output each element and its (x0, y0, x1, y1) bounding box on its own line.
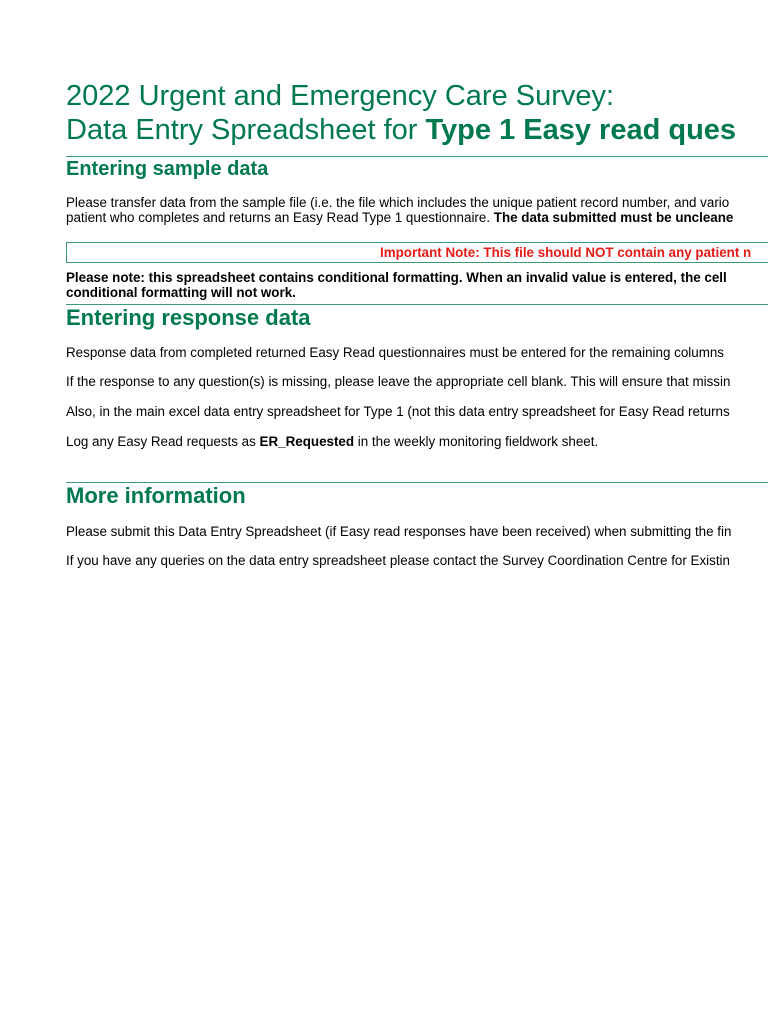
response-para-4-prefix: Log any Easy Read requests as (66, 434, 260, 449)
title-line-1: 2022 Urgent and Emergency Care Survey: (66, 80, 615, 112)
response-para-4 (66, 434, 598, 449)
er-requested-label: ER_Requested (259, 434, 355, 449)
heading-entering-response-data: Entering response data (66, 305, 311, 330)
important-note-box (66, 242, 768, 263)
sample-para-line-2-prefix: patient who completes and returns an Easy Read Type 1 questionnaire. (66, 210, 494, 225)
conditional-note-line-1: Please note: this spreadsheet contains conditional formatting. When an invalid value is entered, the cell (66, 270, 727, 285)
title-line-2-prefix: Data Entry Spreadsheet for (66, 114, 426, 146)
sample-paragraph (66, 195, 733, 225)
heading-more-information: More information (66, 483, 246, 508)
more-info-para-1: Please submit this Data Entry Spreadsheet (if Easy read responses have been received) when submitting the fin (66, 524, 732, 539)
conditional-formatting-note (66, 270, 727, 300)
title-line-2 (66, 113, 736, 147)
response-para-1: Response data from completed returned Easy Read questionnaires must be entered for the remaining columns (66, 345, 724, 360)
title-line-2-bold: Type 1 Easy read ques (425, 114, 737, 146)
sample-para-line-1: Please transfer data from the sample file (i.e. the file which includes the unique patient record number, and vario (66, 195, 730, 210)
conditional-note-line-2: conditional formatting will not work. (66, 285, 296, 300)
response-para-4-suffix: in the weekly monitoring fieldwork sheet. (354, 434, 599, 449)
heading-entering-sample-data: Entering sample data (66, 158, 269, 180)
more-info-para-2: If you have any queries on the data entry spreadsheet please contact the Survey Coordination Centre for Existin (66, 553, 730, 568)
important-note-text: Important Note: This file should NOT contain any patient n (380, 245, 752, 260)
sample-para-line-2-bold: The data submitted must be uncleane (493, 210, 734, 225)
page-title (66, 79, 736, 147)
document-page (66, 0, 768, 1024)
response-para-2: If the response to any question(s) is missing, please leave the appropriate cell blank. This will ensure that missin (66, 374, 731, 389)
sample-para-line-2 (66, 210, 733, 225)
response-para-3: Also, in the main excel data entry spreadsheet for Type 1 (not this data entry spreadsheet for Easy Read returns (66, 404, 730, 419)
